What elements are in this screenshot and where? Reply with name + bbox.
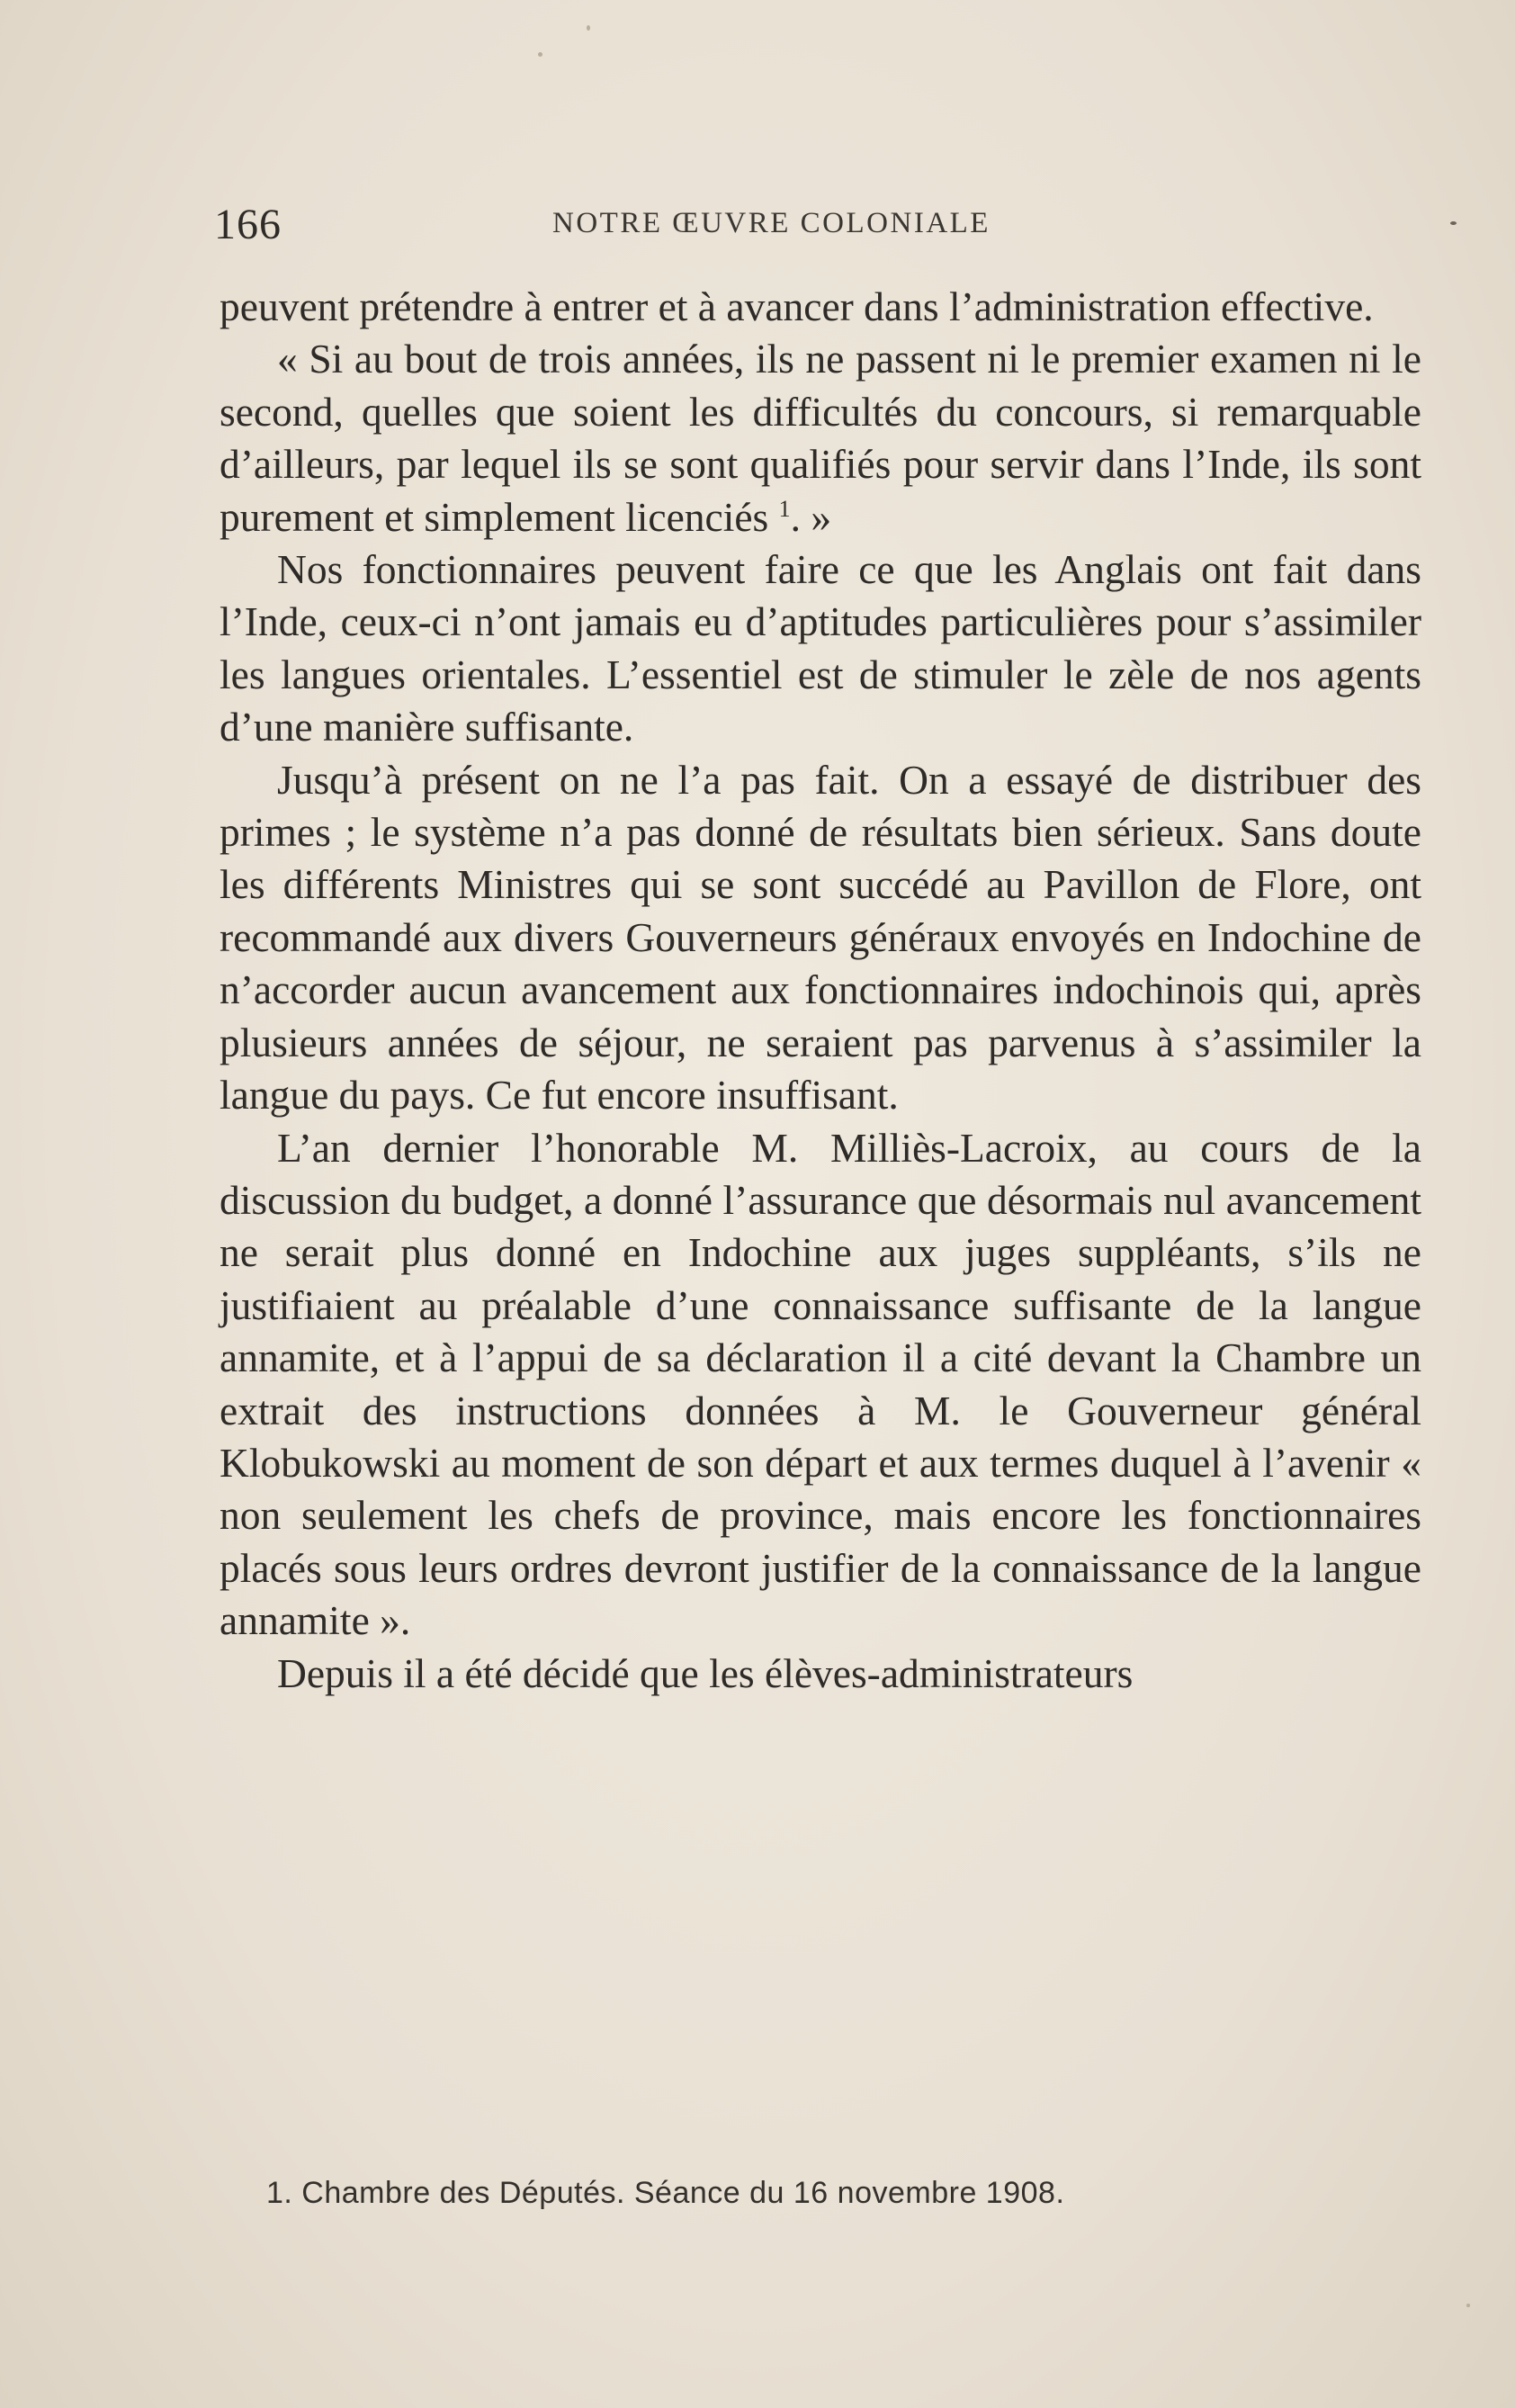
paragraph-2-text: « Si au bout de trois années, ils ne passent ni le premier examen ni le second, quelles que soient les difficultés du concours, si remarquable d’ailleurs, par lequel ils se sont qualifiés pour servir dans l’Inde, ils sont purement et simplement licenciés — [220, 336, 1421, 540]
paragraph-1 — [220, 281, 1421, 333]
paragraph-2-tail: . » — [790, 493, 832, 540]
running-title: NOTRE ŒUVRE COLONIALE — [552, 207, 991, 239]
paragraph-1-text: peuvent prétendre à entrer et à avancer dans l’administration effective. — [220, 283, 1374, 329]
footnote-reference: 1 — [778, 495, 791, 522]
paragraph-5 — [220, 1122, 1421, 1648]
page-number: 166 — [214, 201, 282, 248]
paper-speck — [538, 52, 542, 57]
paper-speck — [587, 25, 590, 31]
paragraph-5-text: L’an dernier l’honorable M. Milliès-Lacroix, au cours de la discussion du budget, a donné l’assurance que désormais nul avancement ne serait plus donné en Indochine aux juges suppléants, s’ils ne justifiaient au préalable d’une connaissance suffisante de la langue annamite, et à l’appui de sa déclaration il a cité devant la Chambre un extrait des instructions données à M. le Gouverneur général Klobukowski au moment de son départ et aux termes duquel à l’avenir « non seulement les chefs de province, mais encore les fonctionnaires placés sous leurs ordres devront justifier de la connaissance de la langue annamite ». — [220, 1124, 1421, 1644]
paragraph-6-text: Depuis il a été décidé que les élèves-administrateurs — [277, 1649, 1134, 1696]
paragraph-3-text: Nos fonctionnaires peuvent faire ce que les Anglais ont fait dans l’Inde, ceux-ci n’ont jamais eu d’aptitudes particulières pour s’assimiler les langues orientales. L’essentiel est de stimuler le zèle de nos agents d’une manière suffisante. — [220, 546, 1421, 750]
footnote: 1. Chambre des Députés. Séance du 16 novembre 1908. — [266, 2176, 1065, 2210]
paragraph-2 — [220, 333, 1421, 544]
paragraph-4-text: Jusqu’à présent on ne l’a pas fait. On a essayé de distribuer des primes ; le système n’a pas donné de résultats bien sérieux. Sans doute les différents Ministres qui se sont succédé au Pavillon de Flore, ont recommandé aux divers Gouverneurs généraux envoyés en Indochine de n’accorder aucun avancement aux fonctionnaires indochinois qui, après plusieurs années de séjour, ne seraient pas parvenus à s’assimiler la langue du pays. Ce fut encore insuffisant. — [220, 756, 1421, 1119]
paragraph-4 — [220, 754, 1421, 1122]
paragraph-3 — [220, 544, 1421, 754]
paper-speck — [1450, 221, 1457, 225]
page-header — [214, 200, 1420, 254]
paragraph-6 — [220, 1648, 1421, 1700]
body-text — [220, 281, 1421, 1700]
paper-speck — [1466, 2304, 1470, 2307]
